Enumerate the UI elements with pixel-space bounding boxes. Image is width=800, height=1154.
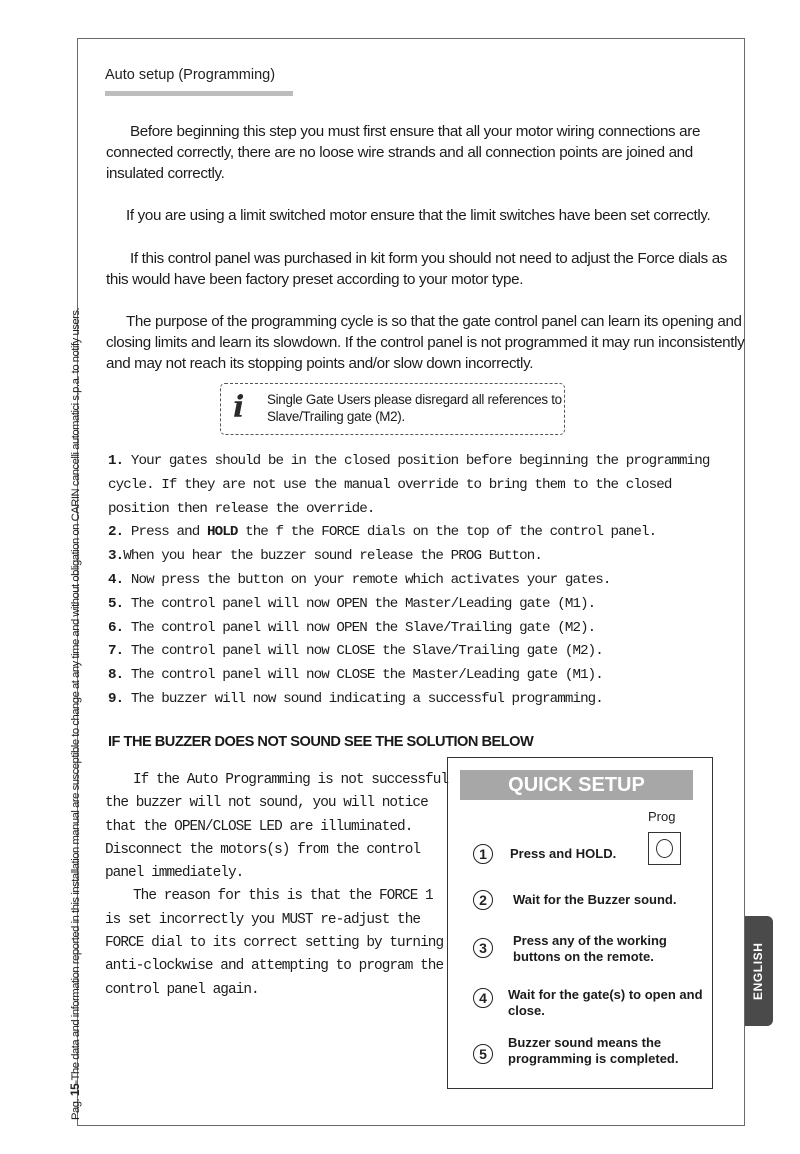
step-number: 8. — [108, 667, 124, 684]
quick-step-text: Buzzer sound means the programming is completed. — [508, 1035, 679, 1066]
step-number-icon: 3 — [473, 938, 493, 958]
quick-setup-panel — [447, 757, 713, 1089]
info-note — [220, 383, 565, 435]
quick-step-text: Wait for the gate(s) to open and close. — [508, 987, 703, 1018]
step-3 — [108, 545, 738, 569]
prog-label: Prog — [648, 809, 676, 824]
step-4 — [108, 569, 738, 593]
quick-step-text: Press and HOLD. — [510, 846, 617, 861]
step-number: 7. — [108, 643, 124, 660]
page-footer-note — [68, 308, 82, 1120]
step-number: 3. — [108, 548, 124, 565]
info-note-text: Single Gate Users please disregard all references to Slave/Trailing gate (M2). — [267, 392, 562, 424]
section-title: Auto setup (Programming) — [105, 67, 276, 83]
step-number: 6. — [108, 619, 124, 636]
step-8 — [108, 664, 738, 688]
quick-setup-title: QUICK SETUP — [460, 770, 693, 800]
paragraph-text: Before beginning this step you must first ensure that all your motor wiring connections are connected correctly, there are no loose wire strands and all connection points are joined and insulated correctly. — [106, 123, 701, 182]
step-number: 1. — [108, 453, 124, 469]
programming-steps — [108, 450, 738, 712]
step-text: The control panel will now OPEN the Slave/Trailing gate (M2). — [123, 619, 596, 636]
solution-text — [105, 769, 450, 1002]
language-tab — [745, 916, 773, 1026]
title-underline — [105, 91, 293, 96]
paragraph-kit-form — [106, 248, 746, 290]
page-prefix: Pag. — [70, 1098, 82, 1120]
info-icon: i — [233, 390, 245, 425]
solution-paragraph-2 — [105, 885, 450, 1001]
paragraph-limit-switch — [106, 205, 746, 226]
step-text: the f the FORCE dials on the top of the control panel. — [237, 524, 657, 541]
disclaimer-text: -The data and information reported in this installation manual are susceptible to change at any time and without obligation on CARIN cancelli automatici s.p.a. to notify users. — [70, 307, 82, 1084]
step-number-icon: 5 — [473, 1044, 493, 1064]
step-text: Your gates should be in the closed position before beginning the programming cycle. If they are not use the manual override to bring them to the closed position then release the override. — [108, 453, 710, 517]
paragraph-text: If this control panel was purchased in kit form you should not need to adjust the Force dials as this would have been factory preset according to your motor type. — [106, 250, 728, 288]
step-text: The buzzer will now sound indicating a successful programming. — [123, 690, 603, 707]
paragraph-purpose — [106, 311, 746, 374]
step-text: Now press the button on your remote which activates your gates. — [123, 571, 611, 588]
step-emphasis: HOLD — [207, 524, 238, 541]
step-text: The control panel will now OPEN the Master/Leading gate (M1). — [123, 595, 596, 612]
step-7 — [108, 640, 738, 664]
step-number: 2. — [108, 524, 124, 541]
step-9 — [108, 688, 738, 712]
paragraph-text: The purpose of the programming cycle is so that the gate control panel can learn its opening and closing limits and learn its slowdown. If the control panel is not programmed it may run inconsistently and may not reach its stopping points and/or slow down incorrectly. — [106, 313, 745, 372]
step-number-icon: 2 — [473, 890, 493, 910]
step-6 — [108, 617, 738, 641]
page-number: 15 — [68, 1083, 82, 1097]
paragraph-text: The reason for this is that the FORCE 1 is set incorrectly you MUST re-adjust the FORCE dial to its correct setting by turning anti-clockwise and attempting to program the control panel again. — [105, 888, 444, 998]
paragraph-text: If the Auto Programming is not successful the buzzer will not sound, you will notice that the OPEN/CLOSE LED are illuminated. Disconnect the motors(s) from the control panel immediately. — [105, 772, 449, 882]
step-text: When you hear the buzzer sound release the PROG Button. — [123, 548, 542, 565]
step-5 — [108, 593, 738, 617]
step-text-prefix: Press and — [123, 524, 207, 541]
solution-heading: IF THE BUZZER DOES NOT SOUND SEE THE SOLUTION BELOW — [108, 734, 534, 750]
step-number-icon: 4 — [473, 988, 493, 1008]
step-2 — [108, 521, 738, 545]
step-number: 5. — [108, 595, 124, 612]
paragraph-wiring — [106, 121, 746, 184]
step-number: 9. — [108, 690, 124, 707]
quick-step-text: Press any of the working buttons on the remote. — [513, 933, 667, 964]
step-1 — [108, 450, 738, 521]
step-number: 4. — [108, 571, 124, 588]
quick-step-text: Wait for the Buzzer sound. — [513, 892, 677, 907]
step-text: The control panel will now CLOSE the Master/Leading gate (M1). — [123, 667, 603, 684]
step-number-icon: 1 — [473, 844, 493, 864]
step-text: The control panel will now CLOSE the Slave/Trailing gate (M2). — [123, 643, 603, 660]
language-label: ENGLISH — [751, 942, 765, 1000]
solution-paragraph-1 — [105, 769, 450, 885]
paragraph-text: If you are using a limit switched motor ensure that the limit switches have been set correctly. — [126, 207, 711, 224]
